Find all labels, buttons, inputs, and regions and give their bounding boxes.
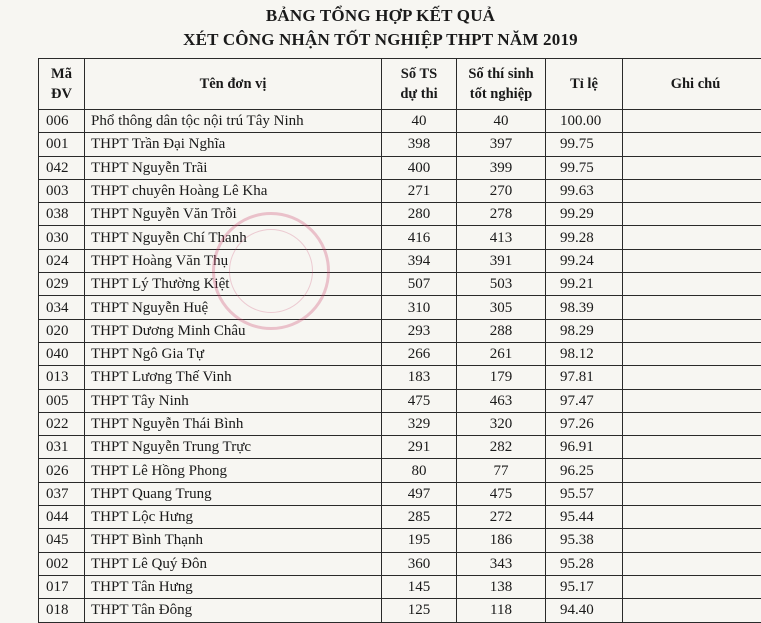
cell-note xyxy=(623,389,761,412)
header-code-line2: ĐV xyxy=(51,86,72,102)
table-row xyxy=(39,319,761,342)
cell-note xyxy=(623,552,761,575)
cell-graduates: 186 xyxy=(457,529,546,552)
cell-rate: 98.39 xyxy=(546,296,623,319)
cell-rate: 95.57 xyxy=(546,482,623,505)
cell-candidates: 266 xyxy=(382,342,457,365)
cell-unit-name: THPT Lộc Hưng xyxy=(85,506,382,529)
cell-rate: 99.75 xyxy=(546,133,623,156)
cell-rate: 96.91 xyxy=(546,436,623,459)
cell-unit-name: THPT Nguyễn Chí Thanh xyxy=(85,226,382,249)
cell-candidates: 310 xyxy=(382,296,457,319)
table-row xyxy=(39,296,761,319)
header-rate: Tỉ lệ xyxy=(546,59,623,110)
header-code xyxy=(39,59,85,110)
header-candidates-line1: Số TS xyxy=(401,66,437,82)
cell-rate: 94.40 xyxy=(546,599,623,622)
cell-unit-name: THPT Trần Đại Nghĩa xyxy=(85,133,382,156)
cell-unit-name: THPT Nguyễn Thái Bình xyxy=(85,412,382,435)
cell-rate: 99.75 xyxy=(546,156,623,179)
cell-candidates: 329 xyxy=(382,412,457,435)
cell-rate: 97.26 xyxy=(546,412,623,435)
cell-note xyxy=(623,110,761,133)
cell-unit-name: THPT Lý Thường Kiệt xyxy=(85,273,382,296)
cell-unit-name: THPT Tân Đông xyxy=(85,599,382,622)
cell-code: 020 xyxy=(39,319,85,342)
table-header-row xyxy=(39,59,761,110)
cell-graduates: 463 xyxy=(457,389,546,412)
cell-graduates: 503 xyxy=(457,273,546,296)
cell-code: 006 xyxy=(39,110,85,133)
cell-candidates: 497 xyxy=(382,482,457,505)
header-candidates xyxy=(382,59,457,110)
cell-rate: 96.25 xyxy=(546,459,623,482)
cell-code: 017 xyxy=(39,575,85,598)
cell-note xyxy=(623,412,761,435)
cell-note xyxy=(623,482,761,505)
cell-candidates: 80 xyxy=(382,459,457,482)
cell-unit-name: THPT Lê Hồng Phong xyxy=(85,459,382,482)
cell-rate: 95.44 xyxy=(546,506,623,529)
cell-code: 042 xyxy=(39,156,85,179)
table-row xyxy=(39,179,761,202)
cell-unit-name: THPT Tân Hưng xyxy=(85,575,382,598)
cell-unit-name: THPT Nguyễn Huệ xyxy=(85,296,382,319)
cell-note xyxy=(623,459,761,482)
cell-candidates: 125 xyxy=(382,599,457,622)
table-row xyxy=(39,599,761,622)
cell-candidates: 291 xyxy=(382,436,457,459)
table-row xyxy=(39,482,761,505)
cell-candidates: 285 xyxy=(382,506,457,529)
cell-candidates: 360 xyxy=(382,552,457,575)
cell-unit-name: THPT Bình Thạnh xyxy=(85,529,382,552)
table-row xyxy=(39,412,761,435)
table-row xyxy=(39,366,761,389)
cell-code: 026 xyxy=(39,459,85,482)
cell-note xyxy=(623,506,761,529)
cell-candidates: 40 xyxy=(382,110,457,133)
cell-rate: 99.21 xyxy=(546,273,623,296)
cell-code: 002 xyxy=(39,552,85,575)
cell-rate: 99.24 xyxy=(546,249,623,272)
cell-graduates: 40 xyxy=(457,110,546,133)
table-row xyxy=(39,133,761,156)
cell-candidates: 394 xyxy=(382,249,457,272)
cell-graduates: 278 xyxy=(457,203,546,226)
cell-graduates: 397 xyxy=(457,133,546,156)
cell-note xyxy=(623,226,761,249)
header-graduates xyxy=(457,59,546,110)
cell-graduates: 391 xyxy=(457,249,546,272)
cell-code: 024 xyxy=(39,249,85,272)
table-row xyxy=(39,506,761,529)
cell-candidates: 271 xyxy=(382,179,457,202)
cell-graduates: 179 xyxy=(457,366,546,389)
cell-rate: 97.81 xyxy=(546,366,623,389)
cell-code: 034 xyxy=(39,296,85,319)
cell-rate: 99.28 xyxy=(546,226,623,249)
cell-code: 040 xyxy=(39,342,85,365)
cell-candidates: 293 xyxy=(382,319,457,342)
table-row xyxy=(39,203,761,226)
table-row xyxy=(39,226,761,249)
table-row xyxy=(39,110,761,133)
cell-code: 001 xyxy=(39,133,85,156)
cell-candidates: 507 xyxy=(382,273,457,296)
cell-graduates: 272 xyxy=(457,506,546,529)
cell-rate: 99.29 xyxy=(546,203,623,226)
cell-note xyxy=(623,249,761,272)
cell-graduates: 118 xyxy=(457,599,546,622)
table-row xyxy=(39,529,761,552)
cell-rate: 98.12 xyxy=(546,342,623,365)
cell-candidates: 400 xyxy=(382,156,457,179)
cell-unit-name: THPT Nguyễn Trãi xyxy=(85,156,382,179)
cell-unit-name: THPT Quang Trung xyxy=(85,482,382,505)
cell-candidates: 280 xyxy=(382,203,457,226)
cell-note xyxy=(623,133,761,156)
cell-rate: 98.29 xyxy=(546,319,623,342)
cell-unit-name: THPT Hoàng Văn Thụ xyxy=(85,249,382,272)
cell-code: 031 xyxy=(39,436,85,459)
cell-rate: 99.63 xyxy=(546,179,623,202)
cell-note xyxy=(623,319,761,342)
cell-note xyxy=(623,529,761,552)
header-candidates-line2: dự thi xyxy=(400,86,437,102)
cell-note xyxy=(623,296,761,319)
cell-graduates: 138 xyxy=(457,575,546,598)
table-row xyxy=(39,273,761,296)
table-row xyxy=(39,552,761,575)
cell-graduates: 282 xyxy=(457,436,546,459)
table-row xyxy=(39,436,761,459)
results-table xyxy=(38,58,761,623)
header-graduates-line1: Số thí sinh xyxy=(468,66,533,82)
cell-candidates: 475 xyxy=(382,389,457,412)
cell-graduates: 288 xyxy=(457,319,546,342)
cell-rate: 95.28 xyxy=(546,552,623,575)
cell-graduates: 261 xyxy=(457,342,546,365)
cell-unit-name: THPT Tây Ninh xyxy=(85,389,382,412)
cell-code: 030 xyxy=(39,226,85,249)
cell-rate: 95.17 xyxy=(546,575,623,598)
table-row xyxy=(39,342,761,365)
cell-graduates: 413 xyxy=(457,226,546,249)
table-body xyxy=(39,110,761,623)
cell-graduates: 343 xyxy=(457,552,546,575)
cell-graduates: 320 xyxy=(457,412,546,435)
cell-code: 018 xyxy=(39,599,85,622)
table-row xyxy=(39,575,761,598)
cell-note xyxy=(623,342,761,365)
cell-note xyxy=(623,203,761,226)
cell-unit-name: THPT Dương Minh Châu xyxy=(85,319,382,342)
header-code-line1: Mã xyxy=(51,66,72,82)
cell-note xyxy=(623,156,761,179)
document-title: BẢNG TỔNG HỢP KẾT QUẢ xyxy=(0,4,761,27)
cell-note xyxy=(623,599,761,622)
document-subtitle: XÉT CÔNG NHẬN TỐT NGHIỆP THPT NĂM 2019 xyxy=(0,28,761,51)
cell-code: 029 xyxy=(39,273,85,296)
cell-code: 044 xyxy=(39,506,85,529)
cell-code: 038 xyxy=(39,203,85,226)
cell-candidates: 416 xyxy=(382,226,457,249)
cell-note xyxy=(623,179,761,202)
cell-note xyxy=(623,575,761,598)
header-note: Ghi chú xyxy=(623,59,761,110)
cell-unit-name: THPT Lương Thế Vinh xyxy=(85,366,382,389)
cell-code: 045 xyxy=(39,529,85,552)
cell-note xyxy=(623,366,761,389)
cell-code: 022 xyxy=(39,412,85,435)
cell-graduates: 77 xyxy=(457,459,546,482)
cell-candidates: 398 xyxy=(382,133,457,156)
cell-rate: 95.38 xyxy=(546,529,623,552)
cell-code: 013 xyxy=(39,366,85,389)
cell-code: 003 xyxy=(39,179,85,202)
header-unit-name: Tên đơn vị xyxy=(85,59,382,110)
cell-graduates: 399 xyxy=(457,156,546,179)
cell-unit-name: THPT Ngô Gia Tự xyxy=(85,342,382,365)
cell-rate: 97.47 xyxy=(546,389,623,412)
cell-note xyxy=(623,436,761,459)
cell-note xyxy=(623,273,761,296)
table-row xyxy=(39,156,761,179)
cell-graduates: 305 xyxy=(457,296,546,319)
cell-candidates: 183 xyxy=(382,366,457,389)
cell-unit-name: Phổ thông dân tộc nội trú Tây Ninh xyxy=(85,110,382,133)
cell-candidates: 195 xyxy=(382,529,457,552)
table-row xyxy=(39,389,761,412)
table-row xyxy=(39,459,761,482)
cell-unit-name: THPT Nguyễn Trung Trực xyxy=(85,436,382,459)
cell-unit-name: THPT chuyên Hoàng Lê Kha xyxy=(85,179,382,202)
cell-unit-name: THPT Lê Quý Đôn xyxy=(85,552,382,575)
header-graduates-line2: tốt nghiệp xyxy=(470,86,532,102)
cell-code: 037 xyxy=(39,482,85,505)
cell-graduates: 270 xyxy=(457,179,546,202)
cell-candidates: 145 xyxy=(382,575,457,598)
table-row xyxy=(39,249,761,272)
cell-graduates: 475 xyxy=(457,482,546,505)
cell-code: 005 xyxy=(39,389,85,412)
cell-rate: 100.00 xyxy=(546,110,623,133)
cell-unit-name: THPT Nguyễn Văn Trỗi xyxy=(85,203,382,226)
